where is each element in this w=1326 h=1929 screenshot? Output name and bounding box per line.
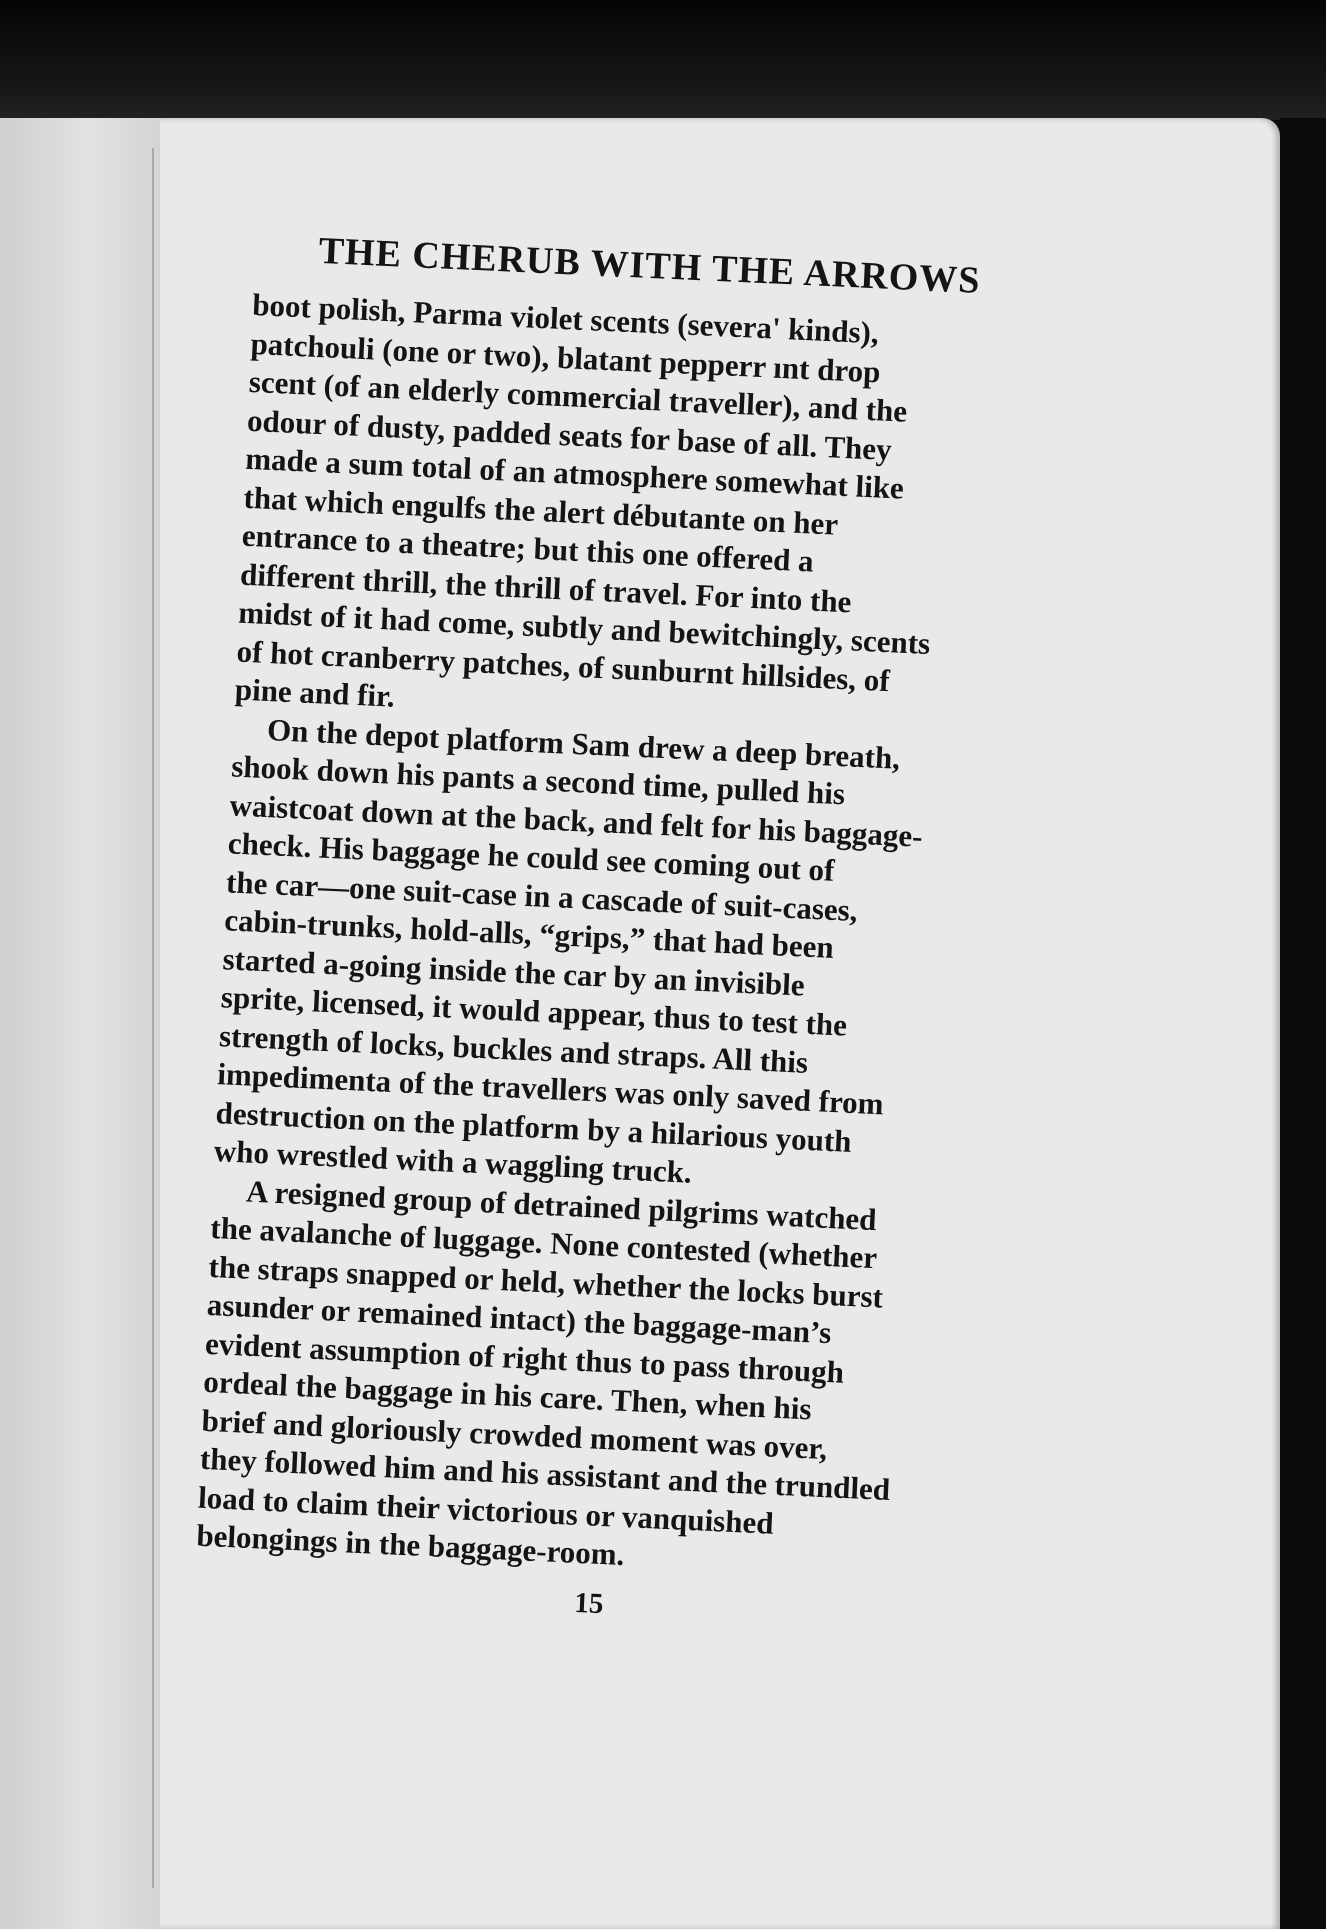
page-number: 15 xyxy=(573,1586,605,1620)
book-page xyxy=(160,118,1280,1929)
gutter-line xyxy=(152,148,154,1888)
paragraph-2: On the depot platform Sam drew a deep breath, shook down his pants a second time, pulled his waistcoat down at the back, and felt for his baggage- check. His baggage he could see coming out of the car—one suit-case in a cascade of suit-cases, cabin-trunks, hold-alls, “grips,” that had been started a-going inside the car by an invisible sprite, licensed, it would appear, thus to test the strength of locks, buckles and straps. All this impedimenta of the travellers was only saved from destruction on the platform by a hilarious youth who wrestled with a waggling truck. xyxy=(213,711,924,1190)
paragraph-3: A resigned group of detrained pilgrims watched the avalanche of luggage. None contested (whether the straps snapped or held, whether the locks burst asunder or remained intact) the baggage-man’s evident assumption of right thus to pass through ordeal the baggage in his care. Then, when his brief and gloriously crowded moment was over, they followed him and his assistant and the trundled load to claim their victorious or vanquished belongings in the baggage-room. xyxy=(195,1173,891,1573)
scan-right-border xyxy=(1280,118,1326,1929)
paragraph-1: boot polish, Parma violet scents (severa' kinds), patchouli (one or two), blatant pepperr ınt drop scent (of an elderly commercial traveller), and the odour of dusty, padded seats for base of all. They made a sum total of an atmosphere somewhat like that which engulfs the alert débutante on her entrance to a theatre; but this one offered a different thrill, the thrill of travel. For into the midst of it had come, subtly and bewitchingly, scents of hot cranberry patches, of sunburnt hillsides, of pine and fir. xyxy=(234,286,931,714)
page-text-block xyxy=(194,226,1046,1638)
scan-top-border xyxy=(0,0,1326,120)
running-head: THE CHERUB WITH THE ARROWS xyxy=(317,229,982,302)
facing-page-edge xyxy=(0,118,160,1929)
